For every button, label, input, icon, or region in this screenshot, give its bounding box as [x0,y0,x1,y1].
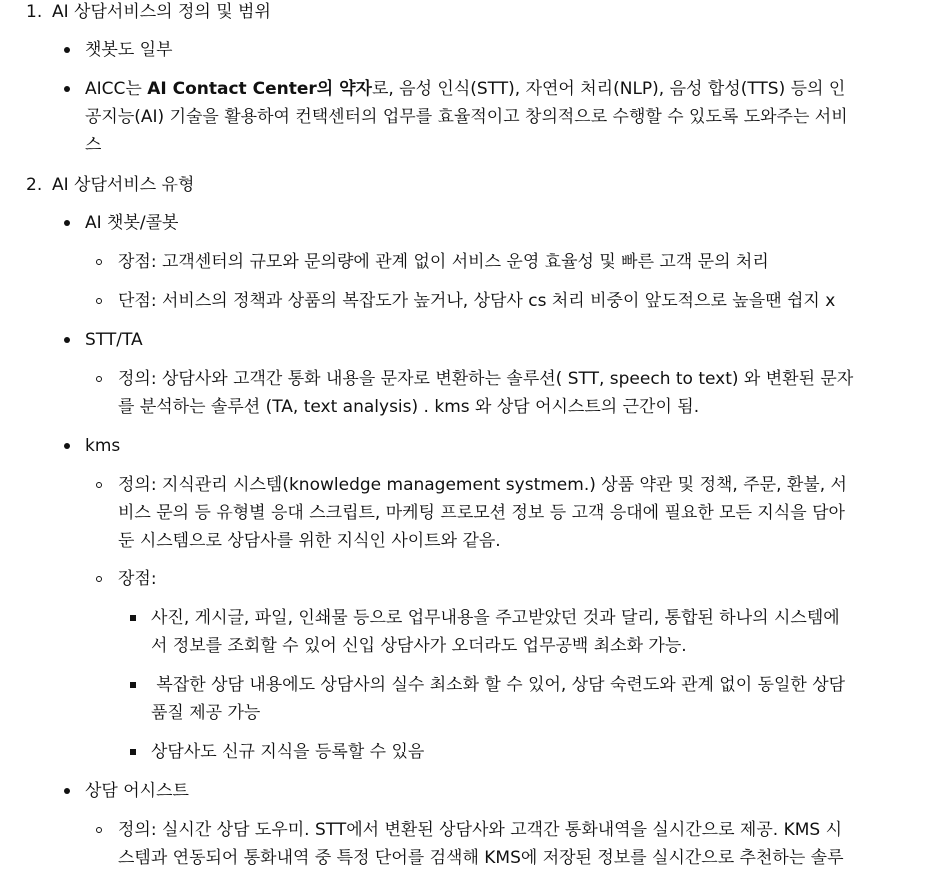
kms-pro1-line2: 서 정보를 조회할 수 있어 신입 상담사가 오더라도 업무공백 최소화 가능. [151,636,687,656]
stt-definition-line2: 를 분석하는 솔루션 (TA, text analysis) . kms 와 상담 어시스트의 근간이 됨. [118,397,700,417]
kms-pro3: 상담사도 신규 지식을 등록할 수 있음 [151,742,425,762]
kms-definition-line1: 정의: 지식관리 시스템(knowledge management systmem.) 상품 약관 및 정책, 주문, 환불, 서 [118,475,847,495]
bullet-circle-icon [96,576,102,582]
bullet-disc-icon [64,788,70,794]
bullet-disc-icon [64,443,70,449]
bullet-square-icon [130,615,136,621]
list-item-chatbot-part: 챗봇도 일부 [85,40,173,60]
assist-definition-line1: 정의: 실시간 상담 도우미. STT에서 변환된 상담사와 고객간 통화내역을 실시간으로 제공. KMS 시 [118,820,843,840]
aicc-line1-rest: 로, 음성 인식(STT), 자연어 처리(NLP), 음성 합성(TTS) 등의 인 [371,79,846,99]
bullet-disc-icon [64,47,70,53]
kms-pro2-line1: 복잡한 상담 내용에도 상담사의 실수 최소화 할 수 있어, 상담 숙련도와 관계 없이 동일한 상담 [151,675,846,695]
list-item-consult-assist: 상담 어시스트 [85,781,189,801]
bullet-circle-icon [96,298,102,304]
bullet-circle-icon [96,827,102,833]
section-1-number: 1. [26,2,43,22]
kms-pro1-line1: 사진, 게시글, 파일, 인쇄물 등으로 업무내용을 주고받았던 것과 달리, 통합된 하나의 시스템에 [151,608,840,628]
bullet-square-icon [130,749,136,755]
list-item-kms: kms [85,436,121,456]
stt-definition-line1: 정의: 상담사와 고객간 통화 내용을 문자로 변환하는 솔루션( STT, speech to text) 와 변환된 문자 [118,369,854,389]
section-2-number: 2. [26,175,43,195]
list-item-ai-chatbot: AI 챗봇/콜봇 [85,213,179,233]
bullet-circle-icon [96,376,102,382]
aicc-prefix: AICC는 [85,79,148,99]
list-item-aicc-line3: 스 [85,135,102,155]
bullet-disc-icon [64,337,70,343]
aicc-bold-term: AI Contact Center의 약자 [147,79,372,99]
section-2-title: AI 상담서비스 유형 [52,175,195,195]
bullet-circle-icon [96,259,102,265]
bullet-disc-icon [64,86,70,92]
assist-definition-line2: 스템과 연동되어 통화내역 중 특정 단어를 검색해 KMS에 저장된 정보를 실시간으로 추천하는 솔루 [118,848,844,868]
bullet-disc-icon [64,220,70,226]
list-item-aicc-line1 [85,75,845,103]
list-item-stt-ta: STT/TA [85,330,143,350]
kms-pro2-line2: 품질 제공 가능 [151,703,261,723]
kms-pros-label: 장점: [118,569,157,589]
chatbot-pro: 장점: 고객센터의 규모와 문의량에 관계 없이 서비스 운영 효율성 및 빠른 고객 문의 처리 [118,252,769,272]
chatbot-con: 단점: 서비스의 정책과 상품의 복잡도가 높거나, 상담사 cs 처리 비중이 앞도적으로 높을땐 쉽지 x [118,291,836,311]
kms-definition-line3: 둔 시스템으로 상담사를 위한 지식인 사이트와 같음. [118,531,501,551]
kms-definition-line2: 비스 문의 등 유형별 응대 스크립트, 마케팅 프로모션 정보 등 고객 응대에 필요한 모든 지식을 담아 [118,503,845,523]
bullet-square-icon [130,682,136,688]
section-1-title: AI 상담서비스의 정의 및 범위 [52,2,271,22]
bullet-circle-icon [96,482,102,488]
list-item-aicc-line2: 공지능(AI) 기술을 활용하여 컨택센터의 업무를 효율적이고 창의적으로 수행할 수 있도록 도와주는 서비 [85,107,848,127]
